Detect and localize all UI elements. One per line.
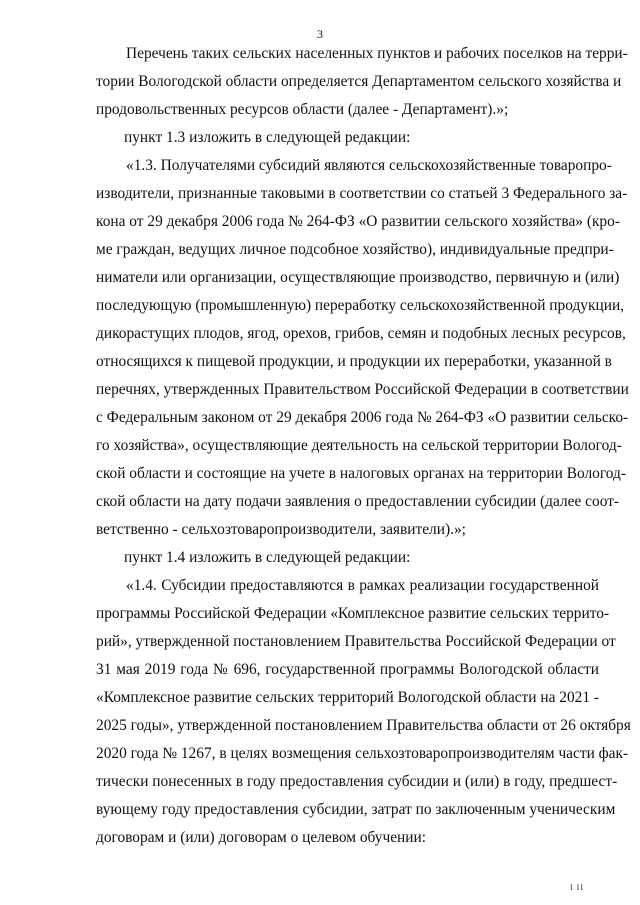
text-line: Перечень таких сельских населенных пунктов и рабочих поселков на терри- — [126, 45, 628, 62]
text-line: программы Российской Федерации «Комплексное развитие сельских террито- — [96, 605, 610, 622]
text-line: изводители, признанные таковыми в соответствии со статьей 3 Федерального за- — [96, 185, 628, 202]
text-line: ской области на дату подачи заявления о предоставлении субсидии (далее соот- — [96, 493, 620, 510]
text-line: «Комплексное развитие сельских территорий Вологодской области на 2021 - — [96, 689, 600, 706]
text-line: 2025 годы», утвержденной постановлением Правительства области от 26 октября — [96, 717, 631, 734]
text-line: продовольственных ресурсов области (далее - Департамент).»; — [96, 101, 509, 118]
text-line: «1.3. Получателями субсидий являются сельскохозяйственные товаропро- — [126, 157, 612, 174]
amendment-instruction-1-4: пункт 1.4 изложить в следующей редакции: — [124, 549, 411, 566]
text-line: относящихся к пищевой продукции, и продукции их переработки, указанной в — [96, 353, 612, 370]
text-line: «1.4. Субсидии предоставляются в рамках реализации государственной — [126, 577, 599, 594]
text-line: кона от 29 декабря 2006 года № 264-ФЗ «О развитии сельского хозяйства» (кро- — [96, 213, 620, 230]
text-line: вующему году предоставления субсидии, затрат по заключенным ученическим — [96, 801, 616, 818]
text-line: договорам и (или) договорам о целевом обучении: — [96, 829, 427, 846]
text-line: тически понесенных в году предоставления субсидии и (или) в году, предшест- — [96, 773, 618, 790]
text-line: рий», утвержденной постановлением Правительства Российской Федерации от — [96, 633, 616, 650]
text-line: 31 мая 2019 года № 696, государственной программы Вологодской области — [96, 661, 599, 678]
document-body — [96, 40, 631, 852]
text-line: дикорастущих плодов, ягод, орехов, грибов, семян и подобных лесных ресурсов, — [96, 325, 626, 342]
text-line: ской области и состоящие на учете в налоговых органах на территории Вологод- — [96, 465, 626, 482]
text-line: 2020 года № 1267, в целях возмещения сельхозтоваропроизводителям части фак- — [96, 745, 629, 762]
text-line: ме граждан, ведущих личное подсобное хозяйство), индивидуальные предпри- — [96, 241, 614, 258]
page-number: 3 — [317, 27, 323, 41]
text-line: го хозяйства», осуществляющие деятельность на сельской территории Вологод- — [96, 437, 622, 454]
text-line: перечнях, утвержденных Правительством Российской Федерации в соответствии — [96, 381, 629, 398]
scan-corner-mark: I II — [570, 883, 584, 892]
text-line: ветственно - сельхозтоваропроизводители, заявители).»; — [96, 521, 466, 538]
amendment-instruction-1-3: пункт 1.3 изложить в следующей редакции: — [124, 129, 411, 146]
text-line: с Федеральным законом от 29 декабря 2006 года № 264-ФЗ «О развитии сельско- — [96, 409, 629, 426]
text-line: ниматели или организации, осуществляющие производство, первичную и (или) — [96, 269, 620, 286]
text-line: тории Вологодской области определяется Департаментом сельского хозяйства и — [96, 73, 622, 90]
text-line: последующую (промышленную) переработку сельскохозяйственной продукции, — [96, 297, 625, 314]
